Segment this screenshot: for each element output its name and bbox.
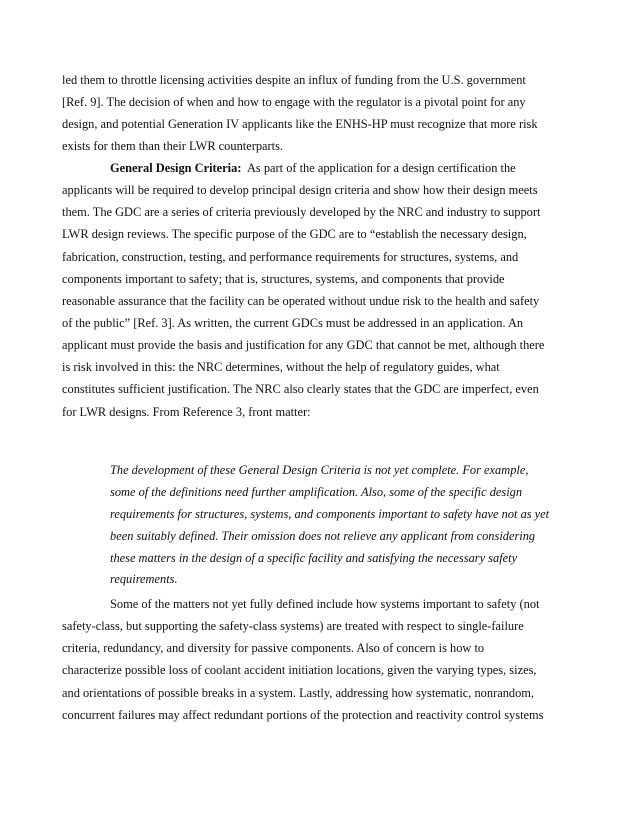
text-line: LWR design reviews. The specific purpose of the GDC are to “establish the necessary design, (62, 227, 527, 242)
text-line: for LWR designs. From Reference 3, front matter: (62, 404, 311, 419)
text-line: concurrent failures may affect redundant portions of the protection and reactivity control systems (62, 707, 544, 722)
text-line: reasonable assurance that the facility can be operated without undue risk to the health and safety (62, 293, 540, 308)
text-line: of the public” [Ref. 3]. As written, the current GDCs must be addressed in an application. An (62, 315, 524, 330)
text-line: design, and potential Generation IV applicants like the ENHS-HP must recognize that more risk (62, 117, 538, 132)
paragraph-undefined-matters (62, 593, 582, 726)
quote-line: The development of these General Design Criteria is not yet complete. For example, (110, 463, 529, 477)
paragraph-general-design-criteria (62, 157, 582, 423)
quote-line: requirements for structures, systems, and components important to safety have not as yet (110, 506, 550, 521)
text-line-first: Some of the matters not yet fully defined include how systems important to safety (not (110, 597, 540, 611)
quote-line: been suitably defined. Their omission does not relieve any applicant from considering (110, 528, 536, 543)
text-line: constitutes sufficient justification. The NRC also clearly states that the GDC are imperfect, even (62, 382, 539, 397)
text-line: characterize possible loss of coolant accident initiation locations, given the varying types, sizes, (62, 663, 537, 678)
paragraph-continuation (62, 69, 582, 158)
text-line: them. The GDC are a series of criteria previously developed by the NRC and industry to support (62, 205, 541, 220)
text-line: exists for them than their LWR counterparts. (62, 139, 284, 154)
text-line: applicants will be required to develop principal design criteria and show how their design meets (62, 183, 538, 198)
heading-line-text: As part of the application for a design certification the (241, 161, 516, 175)
text-line: and orientations of possible breaks in a system. Lastly, addressing how systematic, nonrandom, (62, 685, 535, 700)
text-line: criteria, redundancy, and diversity for passive components. Also of concern is how to (62, 641, 485, 656)
quote-line: requirements. (110, 572, 178, 587)
text-line: components important to safety; that is, structures, systems, and components that provide (62, 271, 505, 286)
section-heading: General Design Criteria: (110, 161, 242, 175)
text-line: fabrication, construction, testing, and performance requirements for structures, systems, and (62, 249, 519, 264)
text-line: is risk involved in this: the NRC determines, without the help of regulatory guides, what (62, 360, 500, 375)
text-line-first (62, 157, 582, 179)
text-line: safety-class, but supporting the safety-class systems) are treated with respect to single-failure (62, 619, 524, 634)
text-line: led them to throttle licensing activities despite an influx of funding from the U.S. government (62, 73, 526, 87)
quote-line: some of the definitions need further amplification. Also, some of the specific design (110, 484, 523, 499)
block-quote (110, 460, 580, 591)
text-line: applicant must provide the basis and justification for any GDC that cannot be met, although there (62, 338, 545, 353)
quote-line: these matters in the design of a specific facility and satisfying the necessary safety (110, 550, 518, 565)
text-line: [Ref. 9]. The decision of when and how to engage with the regulator is a pivotal point for any (62, 95, 526, 110)
